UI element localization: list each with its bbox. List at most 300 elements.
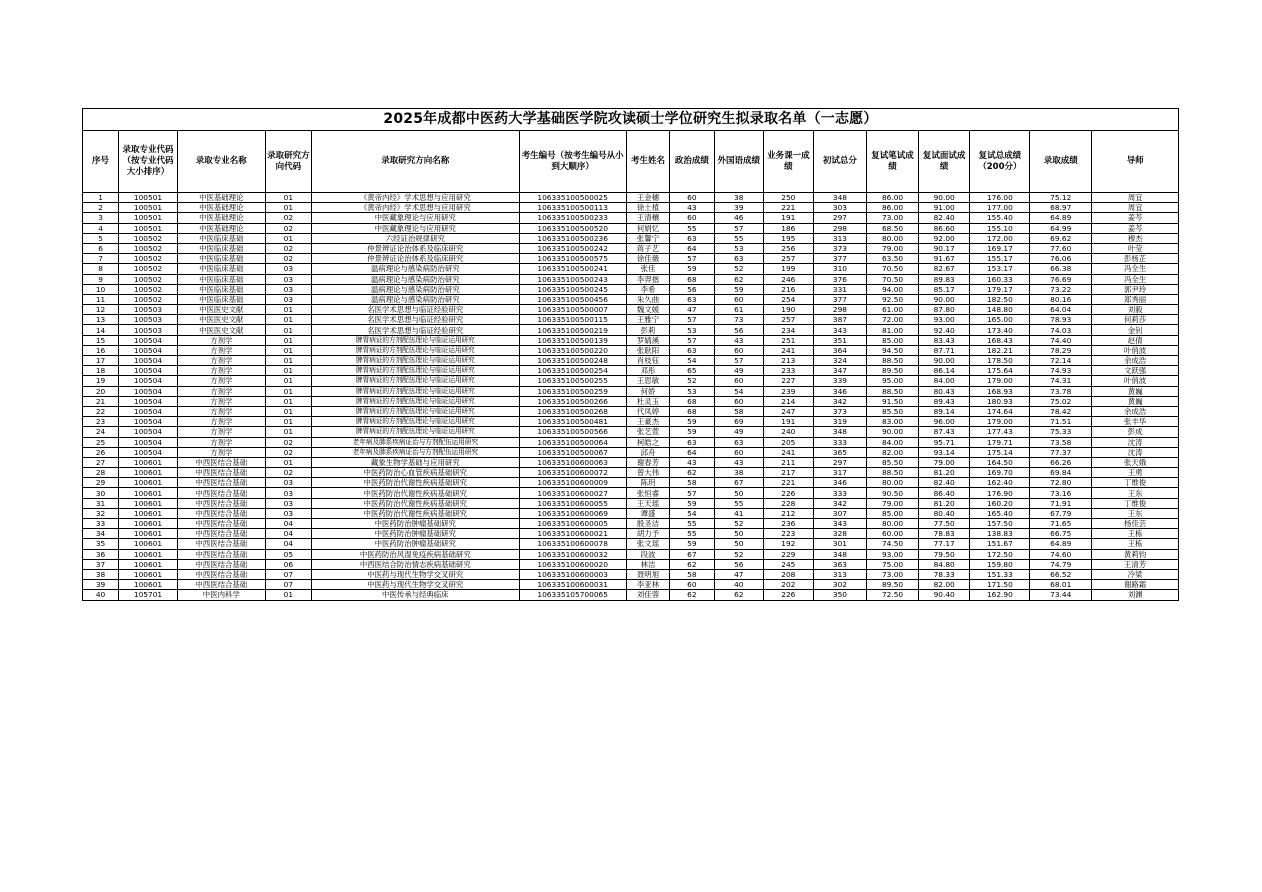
cell-supervisor: 郑秀丽 <box>1092 294 1179 304</box>
cell-major-code: 100502 <box>119 233 178 243</box>
cell-retest-total: 162.90 <box>970 590 1030 600</box>
cell-index: 12 <box>83 305 119 315</box>
cell-candidate-id: 106335100500566 <box>519 427 626 437</box>
cell-index: 32 <box>83 508 119 518</box>
cell-direction-name: 中医药防治代谢性疾病基础研究 <box>312 508 519 518</box>
cell-supervisor: 王栋 <box>1092 539 1179 549</box>
cell-major-name: 中医临床基础 <box>177 243 265 253</box>
cell-candidate-id: 106335100500575 <box>519 254 626 264</box>
cell-major-name: 中医医史文献 <box>177 305 265 315</box>
cell-interview-retest: 90.00 <box>918 356 970 366</box>
cell-written-retest: 95.00 <box>867 376 919 386</box>
cell-major-name: 方剂学 <box>177 417 265 427</box>
cell-major-name: 中医医史文献 <box>177 315 265 325</box>
cell-candidate-id: 106335100500481 <box>519 417 626 427</box>
cell-candidate-name: 李希 <box>626 284 669 294</box>
cell-retest-total: 177.00 <box>970 203 1030 213</box>
cell-written-retest: 75.00 <box>867 559 919 569</box>
cell-interview-retest: 96.00 <box>918 417 970 427</box>
cell-candidate-name: 聂明旭 <box>626 569 669 579</box>
cell-major-name: 方剂学 <box>177 345 265 355</box>
cell-candidate-id: 106335100600072 <box>519 468 626 478</box>
cell-course-one: 257 <box>764 315 814 325</box>
cell-admission-score: 78.42 <box>1030 406 1092 416</box>
cell-candidate-id: 106335100500219 <box>519 325 626 335</box>
header-row <box>83 131 1179 193</box>
cell-major-code: 100504 <box>119 437 178 447</box>
cell-course-one: 227 <box>764 376 814 386</box>
cell-candidate-id: 106335100500266 <box>519 396 626 406</box>
cell-candidate-name: 徐土植 <box>626 203 669 213</box>
cell-admission-score: 74.79 <box>1030 559 1092 569</box>
cell-initial-total: 319 <box>813 417 867 427</box>
table-row <box>83 233 1179 243</box>
cell-major-name: 方剂学 <box>177 437 265 447</box>
cell-written-retest: 91.50 <box>867 396 919 406</box>
cell-course-one: 192 <box>764 539 814 549</box>
cell-major-code: 100503 <box>119 325 178 335</box>
cell-direction-code: 06 <box>265 559 311 569</box>
col-header-index: 序号 <box>83 131 119 193</box>
cell-major-code: 100502 <box>119 264 178 274</box>
cell-major-code: 100503 <box>119 305 178 315</box>
cell-interview-retest: 82.00 <box>918 580 970 590</box>
cell-major-name: 方剂学 <box>177 376 265 386</box>
cell-politics: 63 <box>670 233 714 243</box>
cell-foreign-language: 53 <box>714 243 764 253</box>
table-row <box>83 457 1179 467</box>
cell-foreign-language: 50 <box>714 488 764 498</box>
cell-candidate-name: 张艺萱 <box>626 427 669 437</box>
cell-direction-name: 名医学术思想与临证经验研究 <box>312 315 519 325</box>
cell-direction-name: 老年病及肺系疾病证治与方剂配伍运用研究 <box>312 437 519 447</box>
cell-initial-total: 333 <box>813 437 867 447</box>
cell-candidate-id: 106335100600027 <box>519 488 626 498</box>
cell-admission-score: 64.89 <box>1030 539 1092 549</box>
cell-foreign-language: 52 <box>714 264 764 274</box>
cell-direction-code: 01 <box>265 366 311 376</box>
cell-direction-code: 01 <box>265 325 311 335</box>
cell-politics: 68 <box>670 274 714 284</box>
cell-major-code: 100501 <box>119 213 178 223</box>
cell-retest-total: 175.14 <box>970 447 1030 457</box>
cell-supervisor: 文跃强 <box>1092 366 1179 376</box>
cell-direction-name: 中医藏象理论与应用研究 <box>312 223 519 233</box>
cell-written-retest: 80.00 <box>867 233 919 243</box>
cell-major-name: 中医基础理论 <box>177 223 265 233</box>
cell-course-one: 233 <box>764 366 814 376</box>
table-row <box>83 254 1179 264</box>
table-row <box>83 529 1179 539</box>
cell-course-one: 247 <box>764 406 814 416</box>
cell-direction-name: 中西医结合防治情志疾病基础研究 <box>312 559 519 569</box>
cell-written-retest: 83.00 <box>867 417 919 427</box>
cell-major-name: 中医临床基础 <box>177 274 265 284</box>
cell-course-one: 205 <box>764 437 814 447</box>
cell-course-one: 211 <box>764 457 814 467</box>
cell-admission-score: 71.91 <box>1030 498 1092 508</box>
cell-initial-total: 363 <box>813 559 867 569</box>
cell-major-name: 中西医结合基础 <box>177 549 265 559</box>
cell-supervisor: 冷梁 <box>1092 569 1179 579</box>
cell-retest-total: 169.70 <box>970 468 1030 478</box>
cell-politics: 57 <box>670 315 714 325</box>
cell-index: 4 <box>83 223 119 233</box>
cell-course-one: 199 <box>764 264 814 274</box>
cell-major-name: 中西医结合基础 <box>177 457 265 467</box>
cell-politics: 55 <box>670 519 714 529</box>
cell-major-name: 中医临床基础 <box>177 284 265 294</box>
cell-foreign-language: 49 <box>714 427 764 437</box>
cell-supervisor: 王东 <box>1092 508 1179 518</box>
cell-interview-retest: 90.00 <box>918 294 970 304</box>
table-row <box>83 508 1179 518</box>
col-header-retest-total: 复试总成绩（200分） <box>970 131 1030 193</box>
cell-course-one: 217 <box>764 468 814 478</box>
cell-direction-code: 01 <box>265 396 311 406</box>
cell-candidate-id: 106335100500236 <box>519 233 626 243</box>
cell-index: 31 <box>83 498 119 508</box>
cell-index: 27 <box>83 457 119 467</box>
cell-direction-code: 01 <box>265 305 311 315</box>
cell-major-code: 100504 <box>119 406 178 416</box>
cell-course-one: 208 <box>764 569 814 579</box>
cell-index: 29 <box>83 478 119 488</box>
table-row <box>83 417 1179 427</box>
cell-major-name: 中西医结合基础 <box>177 519 265 529</box>
cell-major-name: 中医基础理论 <box>177 203 265 213</box>
cell-admission-score: 78.29 <box>1030 345 1092 355</box>
cell-candidate-name: 彭莉 <box>626 325 669 335</box>
cell-index: 33 <box>83 519 119 529</box>
cell-major-code: 100601 <box>119 529 178 539</box>
cell-direction-code: 03 <box>265 498 311 508</box>
cell-candidate-id: 106335100500259 <box>519 386 626 396</box>
cell-candidate-name: 张佳 <box>626 264 669 274</box>
cell-index: 22 <box>83 406 119 416</box>
cell-major-code: 100504 <box>119 447 178 457</box>
table-row <box>83 193 1179 203</box>
cell-major-code: 100601 <box>119 559 178 569</box>
col-header-foreign-language: 外国语成绩 <box>714 131 764 193</box>
cell-politics: 57 <box>670 335 714 345</box>
col-header-initial-total: 初试总分 <box>813 131 867 193</box>
cell-index: 28 <box>83 468 119 478</box>
table-row <box>83 549 1179 559</box>
cell-admission-score: 68.01 <box>1030 580 1092 590</box>
cell-direction-name: 脾胃病证的方剂配伍理论与临证运用研究 <box>312 427 519 437</box>
cell-index: 39 <box>83 580 119 590</box>
cell-direction-code: 02 <box>265 468 311 478</box>
cell-retest-total: 151.33 <box>970 569 1030 579</box>
cell-written-retest: 89.50 <box>867 580 919 590</box>
cell-index: 20 <box>83 386 119 396</box>
cell-index: 7 <box>83 254 119 264</box>
cell-written-retest: 81.00 <box>867 325 919 335</box>
table-row <box>83 427 1179 437</box>
cell-politics: 53 <box>670 386 714 396</box>
cell-politics: 59 <box>670 417 714 427</box>
table-row <box>83 519 1179 529</box>
cell-candidate-id: 106335100600021 <box>519 529 626 539</box>
cell-foreign-language: 62 <box>714 590 764 600</box>
cell-direction-name: 脾胃病证的方剂配伍理论与临证运用研究 <box>312 406 519 416</box>
cell-direction-name: 藏象生物学基础与应用研究 <box>312 457 519 467</box>
cell-major-code: 100601 <box>119 498 178 508</box>
cell-candidate-name: 魏文媛 <box>626 305 669 315</box>
cell-candidate-name: 殷圣洁 <box>626 519 669 529</box>
cell-course-one: 241 <box>764 447 814 457</box>
cell-supervisor: 刘渊 <box>1092 590 1179 600</box>
col-header-admission-score: 录取成绩 <box>1030 131 1092 193</box>
cell-retest-total: 160.20 <box>970 498 1030 508</box>
cell-admission-score: 78.93 <box>1030 315 1092 325</box>
cell-interview-retest: 87.80 <box>918 305 970 315</box>
cell-foreign-language: 38 <box>714 193 764 203</box>
cell-direction-code: 07 <box>265 580 311 590</box>
cell-major-code: 100502 <box>119 274 178 284</box>
cell-major-code: 100503 <box>119 315 178 325</box>
cell-written-retest: 88.50 <box>867 386 919 396</box>
cell-candidate-id: 106335105700065 <box>519 590 626 600</box>
cell-admission-score: 73.22 <box>1030 284 1092 294</box>
cell-initial-total: 347 <box>813 366 867 376</box>
table-row <box>83 569 1179 579</box>
cell-written-retest: 94.50 <box>867 345 919 355</box>
cell-retest-total: 176.00 <box>970 193 1030 203</box>
cell-politics: 43 <box>670 203 714 213</box>
cell-index: 9 <box>83 274 119 284</box>
cell-direction-name: 中医药防治风湿免疫疾病基础研究 <box>312 549 519 559</box>
cell-direction-code: 01 <box>265 193 311 203</box>
cell-retest-total: 178.50 <box>970 356 1030 366</box>
cell-written-retest: 68.50 <box>867 223 919 233</box>
cell-admission-score: 68.97 <box>1030 203 1092 213</box>
cell-direction-code: 02 <box>265 447 311 457</box>
cell-foreign-language: 60 <box>714 345 764 355</box>
cell-candidate-id: 106335100500245 <box>519 284 626 294</box>
cell-candidate-id: 106335100500254 <box>519 366 626 376</box>
cell-major-code: 100502 <box>119 294 178 304</box>
cell-direction-name: 中医药防治代谢性疾病基础研究 <box>312 478 519 488</box>
cell-admission-score: 66.52 <box>1030 569 1092 579</box>
cell-retest-total: 173.40 <box>970 325 1030 335</box>
cell-foreign-language: 43 <box>714 335 764 345</box>
cell-course-one: 240 <box>764 427 814 437</box>
cell-candidate-id: 106335100600069 <box>519 508 626 518</box>
col-header-written-retest: 复试笔试成绩 <box>867 131 919 193</box>
cell-direction-name: 温病理论与感染病防治研究 <box>312 264 519 274</box>
col-header-direction-name: 录取研究方向名称 <box>312 131 519 193</box>
cell-candidate-name: 王思敏 <box>626 376 669 386</box>
cell-candidate-name: 何娟忆 <box>626 223 669 233</box>
cell-politics: 54 <box>670 356 714 366</box>
cell-foreign-language: 50 <box>714 539 764 549</box>
cell-interview-retest: 80.40 <box>918 508 970 518</box>
cell-written-retest: 94.00 <box>867 284 919 294</box>
cell-interview-retest: 92.40 <box>918 325 970 335</box>
cell-index: 3 <box>83 213 119 223</box>
cell-candidate-name: 杜灵玉 <box>626 396 669 406</box>
cell-direction-name: 脾胃病证的方剂配伍理论与临证运用研究 <box>312 366 519 376</box>
cell-interview-retest: 89.43 <box>918 396 970 406</box>
cell-interview-retest: 77.50 <box>918 519 970 529</box>
table-row <box>83 580 1179 590</box>
cell-major-code: 100601 <box>119 539 178 549</box>
cell-major-name: 方剂学 <box>177 447 265 457</box>
cell-direction-code: 01 <box>265 203 311 213</box>
cell-candidate-id: 106335100500220 <box>519 345 626 355</box>
cell-course-one: 239 <box>764 386 814 396</box>
cell-direction-code: 02 <box>265 243 311 253</box>
cell-written-retest: 85.00 <box>867 508 919 518</box>
cell-direction-code: 01 <box>265 386 311 396</box>
cell-politics: 67 <box>670 549 714 559</box>
cell-candidate-id: 106335100500255 <box>519 376 626 386</box>
cell-candidate-id: 106335100500233 <box>519 213 626 223</box>
cell-interview-retest: 87.43 <box>918 427 970 437</box>
cell-direction-name: 中医药与现代生物学交叉研究 <box>312 569 519 579</box>
cell-interview-retest: 84.80 <box>918 559 970 569</box>
cell-politics: 58 <box>670 478 714 488</box>
cell-foreign-language: 50 <box>714 529 764 539</box>
cell-retest-total: 153.17 <box>970 264 1030 274</box>
cell-candidate-id: 106335100500456 <box>519 294 626 304</box>
cell-written-retest: 80.00 <box>867 478 919 488</box>
cell-written-retest: 86.00 <box>867 203 919 213</box>
table-row <box>83 356 1179 366</box>
cell-politics: 55 <box>670 529 714 539</box>
cell-candidate-id: 106335100500520 <box>519 223 626 233</box>
cell-major-name: 中西医结合基础 <box>177 478 265 488</box>
col-header-candidate-name: 考生姓名 <box>626 131 669 193</box>
cell-direction-code: 03 <box>265 508 311 518</box>
cell-course-one: 212 <box>764 508 814 518</box>
cell-supervisor: 叶莹 <box>1092 243 1179 253</box>
cell-index: 1 <box>83 193 119 203</box>
cell-supervisor: 彭杨芷 <box>1092 254 1179 264</box>
cell-interview-retest: 82.67 <box>918 264 970 274</box>
cell-major-name: 方剂学 <box>177 396 265 406</box>
cell-written-retest: 84.00 <box>867 437 919 447</box>
cell-admission-score: 69.62 <box>1030 233 1092 243</box>
cell-direction-code: 03 <box>265 478 311 488</box>
cell-politics: 59 <box>670 539 714 549</box>
cell-admission-score: 75.33 <box>1030 427 1092 437</box>
cell-candidate-id: 106335100500243 <box>519 274 626 284</box>
cell-politics: 57 <box>670 488 714 498</box>
cell-foreign-language: 63 <box>714 437 764 447</box>
cell-written-retest: 63.50 <box>867 254 919 264</box>
cell-initial-total: 307 <box>813 508 867 518</box>
cell-admission-score: 66.38 <box>1030 264 1092 274</box>
cell-retest-total: 155.17 <box>970 254 1030 264</box>
cell-initial-total: 310 <box>813 264 867 274</box>
cell-course-one: 251 <box>764 335 814 345</box>
cell-foreign-language: 56 <box>714 325 764 335</box>
cell-written-retest: 70.50 <box>867 264 919 274</box>
cell-supervisor: 张丰华 <box>1092 417 1179 427</box>
cell-index: 36 <box>83 549 119 559</box>
cell-retest-total: 176.90 <box>970 488 1030 498</box>
cell-admission-score: 73.44 <box>1030 590 1092 600</box>
cell-initial-total: 328 <box>813 529 867 539</box>
cell-politics: 64 <box>670 447 714 457</box>
table-row <box>83 335 1179 345</box>
cell-major-code: 100504 <box>119 376 178 386</box>
cell-candidate-name: 王金穗 <box>626 193 669 203</box>
cell-candidate-id: 106335100500242 <box>519 243 626 253</box>
cell-retest-total: 164.50 <box>970 457 1030 467</box>
cell-candidate-id: 106335100600031 <box>519 580 626 590</box>
cell-candidate-name: 朱久曲 <box>626 294 669 304</box>
cell-supervisor: 黄巍 <box>1092 386 1179 396</box>
cell-course-one: 228 <box>764 498 814 508</box>
cell-candidate-name: 李羿揩 <box>626 274 669 284</box>
cell-major-code: 100501 <box>119 203 178 213</box>
cell-index: 15 <box>83 335 119 345</box>
cell-initial-total: 342 <box>813 396 867 406</box>
cell-initial-total: 346 <box>813 386 867 396</box>
cell-major-name: 中西医结合基础 <box>177 468 265 478</box>
table-row <box>83 325 1179 335</box>
cell-candidate-name: 罗婧溪 <box>626 335 669 345</box>
cell-major-name: 中西医结合基础 <box>177 508 265 518</box>
cell-supervisor: 叶俏波 <box>1092 345 1179 355</box>
cell-index: 16 <box>83 345 119 355</box>
cell-initial-total: 297 <box>813 457 867 467</box>
cell-supervisor: 周宜 <box>1092 193 1179 203</box>
cell-index: 6 <box>83 243 119 253</box>
cell-retest-total: 162.40 <box>970 478 1030 488</box>
cell-candidate-name: 胡力予 <box>626 529 669 539</box>
cell-retest-total: 179.71 <box>970 437 1030 447</box>
cell-major-code: 100504 <box>119 386 178 396</box>
cell-candidate-id: 106335100500025 <box>519 193 626 203</box>
cell-candidate-name: 谭盛 <box>626 508 669 518</box>
cell-candidate-id: 106335100500241 <box>519 264 626 274</box>
cell-foreign-language: 41 <box>714 508 764 518</box>
col-header-major-name: 录取专业名称 <box>177 131 265 193</box>
cell-direction-code: 01 <box>265 427 311 437</box>
cell-politics: 62 <box>670 559 714 569</box>
cell-foreign-language: 38 <box>714 468 764 478</box>
col-header-interview-retest: 复试面试成绩 <box>918 131 970 193</box>
cell-index: 30 <box>83 488 119 498</box>
cell-direction-name: 脾胃病证的方剂配伍理论与临证运用研究 <box>312 386 519 396</box>
cell-initial-total: 343 <box>813 325 867 335</box>
cell-index: 13 <box>83 315 119 325</box>
cell-supervisor: 彭成 <box>1092 427 1179 437</box>
cell-candidate-name: 张馨宁 <box>626 233 669 243</box>
cell-initial-total: 298 <box>813 223 867 233</box>
cell-interview-retest: 82.40 <box>918 213 970 223</box>
table-row <box>83 345 1179 355</box>
cell-foreign-language: 69 <box>714 417 764 427</box>
cell-interview-retest: 93.14 <box>918 447 970 457</box>
cell-index: 21 <box>83 396 119 406</box>
cell-direction-code: 01 <box>265 356 311 366</box>
cell-supervisor: 丁维俊 <box>1092 478 1179 488</box>
cell-direction-code: 01 <box>265 345 311 355</box>
cell-direction-name: 中医药防治肿瘤基础研究 <box>312 519 519 529</box>
cell-direction-name: 温病理论与感染病防治研究 <box>312 274 519 284</box>
cell-foreign-language: 56 <box>714 559 764 569</box>
cell-retest-total: 179.00 <box>970 417 1030 427</box>
cell-candidate-name: 何娇 <box>626 386 669 396</box>
cell-candidate-id: 106335100500113 <box>519 203 626 213</box>
cell-supervisor: 赵倩 <box>1092 335 1179 345</box>
